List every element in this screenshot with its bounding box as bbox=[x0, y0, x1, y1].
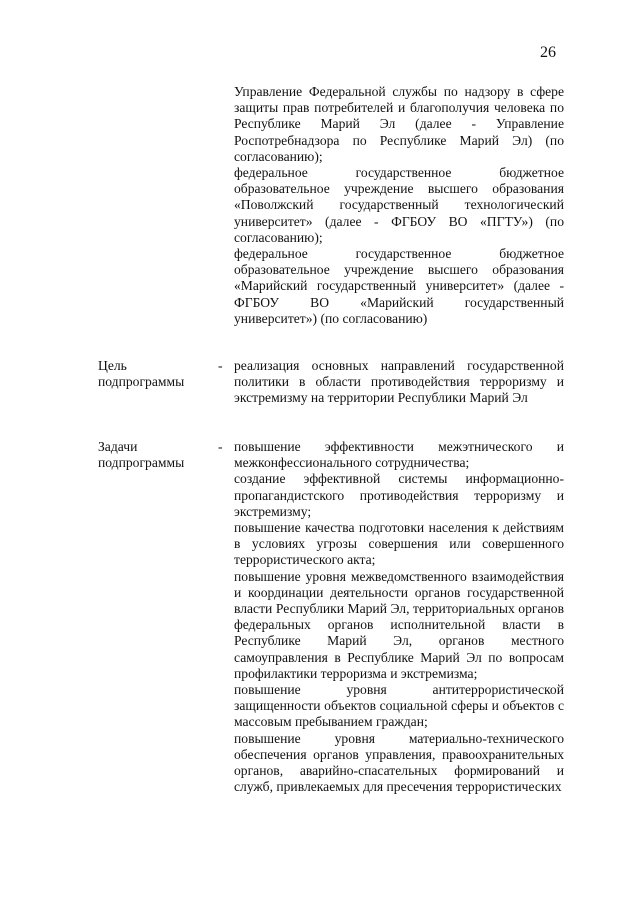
executor-paragraph: федеральное государственное бюджетное образовательное учреждение высшего образования «Марийский государственный университет» (далее - ФГБОУ ВО «Марийский государственный университет») (по согласованию) bbox=[234, 246, 564, 326]
task-item: повышение эффективности межэтнического и межконфессионального сотрудничества; bbox=[234, 439, 564, 471]
goal-dash: - bbox=[218, 358, 223, 373]
goal-content bbox=[234, 358, 564, 407]
task-item: повышение уровня материально-технического обеспечения органов управления, правоохранительных органов, аварийно-спасательных формирований и служб, привлекаемых для пресечения террористических bbox=[234, 730, 564, 795]
executors-content bbox=[234, 84, 564, 327]
executor-paragraph: Управление Федеральной службы по надзору в сфере защиты прав потребителей и благополучия человека по Республике Марий Эл (далее - Управление Роспотребнадзора по Республике Марий Эл) (по согласованию); bbox=[234, 84, 564, 164]
goal-label: Цель подпрограммы bbox=[98, 358, 185, 390]
goal-text: реализация основных направлений государственной политики в области противодействия терроризму и экстремизму на территории Республики Марий Эл bbox=[234, 358, 564, 406]
task-item: создание эффективной системы информационно-пропагандистского противодействия терроризму и экстремизму; bbox=[234, 471, 564, 519]
tasks-content bbox=[234, 439, 564, 795]
task-item: повышение уровня межведомственного взаимодействия и координации деятельности органов государственной власти Республики Марий Эл, территориальных органов федеральных органов исполнительной власти в Республике Марий Эл, органов местного самоуправления в Республике Марий Эл по вопросам профилактики терроризма и экстремизма; bbox=[234, 568, 564, 681]
tasks-label: Задачи подпрограммы bbox=[98, 439, 185, 471]
page-number: 26 bbox=[540, 44, 556, 61]
task-item: повышение качества подготовки населения к действиям в условиях угрозы совершения или совершенного террористического акта; bbox=[234, 520, 564, 568]
task-item: повышение уровня антитеррористической защищенности объектов социальной сферы и объектов с массовым пребыванием граждан; bbox=[234, 682, 564, 730]
executor-paragraph: федеральное государственное бюджетное образовательное учреждение высшего образования «Поволжский государственный технологический университет» (далее - ФГБОУ ВО «ПГТУ») (по согласованию); bbox=[234, 165, 564, 245]
tasks-dash: - bbox=[218, 439, 223, 454]
